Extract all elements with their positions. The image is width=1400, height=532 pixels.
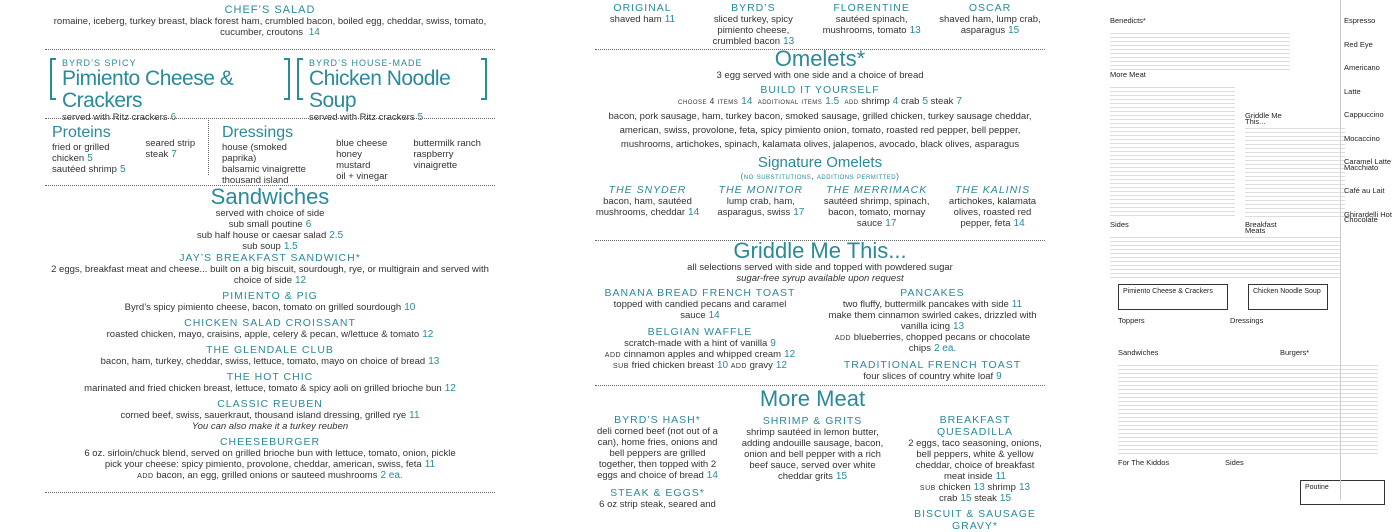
sandwich-item [45, 371, 495, 394]
signature-item-title: THE KALINIS [954, 184, 1031, 196]
omelets-title: Omelets* [774, 46, 866, 71]
thumbnail-heading: Sandwiches [1118, 348, 1159, 357]
griddle-item-price: 12 [775, 360, 787, 371]
omelet-price: 7 [956, 96, 962, 107]
benedict-title: FLORENTINE [833, 2, 910, 14]
more-meat-section [595, 386, 1045, 532]
chefs-salad-price: 14 [308, 27, 320, 38]
add-label: add [604, 349, 622, 360]
thumbnail-heading: Café au Lait [1344, 186, 1385, 195]
griddle-item-price: 14 [708, 310, 720, 321]
sandwich-desc: roasted chicken, mayo, craisins, apple, celery & pecan, w/lettuce & tomato [106, 329, 420, 340]
thumbnail-text-lines [1110, 234, 1340, 279]
griddle-add: blueberries, chopped pecans or chocolate chips [853, 332, 1031, 354]
chefs-salad-item [45, 4, 495, 38]
griddle-item-desc: four slices of country white loaf [863, 371, 994, 382]
signature-item [595, 184, 700, 229]
dressing-option: oil + vinegar [336, 171, 388, 182]
proteins-section [52, 124, 202, 175]
omelets-section [595, 48, 1045, 229]
add-label: add [834, 332, 852, 343]
signature-title: Signature Omelets [757, 154, 883, 171]
more-meat-left [595, 386, 720, 532]
dressing-option: house (smoked paprika) [222, 142, 287, 164]
benedict-desc: sautéed spinach, mushrooms, tomato [822, 14, 908, 36]
pimiento-desc: served with Ritz crackers [62, 112, 168, 123]
dressing-option: buttermilk ranch [413, 138, 481, 149]
add-label: add [730, 360, 747, 371]
sandwich-price: 11 [424, 459, 436, 470]
soup-title: Chicken Noodle Soup [309, 67, 451, 112]
sandwiches-title: Sandwiches [210, 184, 330, 209]
griddle-item-price: 13 [953, 321, 965, 332]
sandwiches-note: sub small poutine [228, 219, 303, 230]
sandwich-note: You can also make it a turkey reuben [191, 421, 349, 432]
griddle-title: Griddle Me This... [733, 238, 907, 263]
signature-item [822, 184, 932, 229]
benedict-title: BYRD’S [731, 2, 776, 14]
meat-item-title: BYRD’S HASH* [614, 414, 701, 426]
sandwich-desc: Byrd’s spicy pimiento cheese, bacon, tomato on grilled sourdough [124, 302, 402, 313]
benedict-item [595, 2, 690, 47]
signature-item-desc: artichokes, kalamata olives, roasted red pepper, feta [948, 196, 1037, 229]
signature-item-desc: lump crab, ham, asparagus, swiss [717, 196, 795, 218]
add-option: crab [900, 96, 920, 107]
meat-sub: shrimp [987, 482, 1016, 493]
griddle-left [595, 287, 805, 382]
benedict-item [817, 2, 927, 47]
sandwich-list [45, 252, 495, 481]
sandwiches-price: 2.5 [329, 230, 344, 241]
benedict-desc: shaved ham, lump crab, asparagus [939, 14, 1041, 36]
dressings-section [222, 124, 495, 186]
meat-item-title: BISCUIT & SAUSAGE GRAVY* [914, 508, 1036, 532]
omelet-options: bacon, pork sausage, ham, turkey bacon, smoked sausage, grilled chicken, turkey sausage cheddar, american, swiss, provolone, feta, spicy pimiento onion, tomato, roasted red pepper, bell pepper, mushrooms, artichokes, spinach, kalamata olives, jalapenos, avocado, black olives, asparagus [608, 111, 1032, 150]
benedict-price: 15 [1008, 25, 1020, 36]
meat-item-desc: 2 eggs, taco seasoning, onions, bell peppers, white & yellow cheddar, choice of breakfast meat inside [908, 438, 1042, 482]
menu-column-left [45, 0, 495, 500]
thumbnail-heading: Latte [1344, 86, 1361, 96]
thumbnail-heading: Cappuccino [1344, 110, 1384, 119]
add-option: steak [930, 96, 954, 107]
meat-item-title: SHRIMP & GRITS [762, 415, 863, 427]
thumbnail-heading: Red Eye [1344, 39, 1373, 49]
benedicts-row [595, 2, 1045, 47]
benedict-title: ORIGINAL [613, 2, 672, 14]
omelet-price: 14 [741, 96, 753, 107]
griddle-add: cinnamon apples and whipped cream [623, 349, 782, 360]
sandwich-item [45, 398, 495, 432]
sandwiches-section [45, 186, 495, 252]
benedict-desc: sliced turkey, spicy pimiento cheese, crumbled bacon [712, 14, 793, 47]
sandwich-title: THE HOT CHIC [226, 371, 314, 383]
meat-item-desc: shrimp sautéed in lemon butter, adding andouille sausage, bacon, onion and bell pepper with a rich beef sauce, served over white cheddar grits [741, 427, 884, 482]
omelet-price: 5 [922, 96, 929, 107]
thumbnail-heading: Sides [1225, 458, 1244, 467]
meat-item-price: 11 [995, 471, 1006, 482]
thumbnail-heading: Espresso [1344, 16, 1376, 25]
meat-item-desc: 6 oz strip steak, seared and [599, 499, 716, 510]
pimiento-title: Pimiento Cheese & Crackers [62, 67, 234, 112]
signature-row [595, 184, 1045, 229]
divider [45, 49, 495, 50]
signature-item [708, 184, 813, 229]
griddle-item-price: 11 [1011, 299, 1023, 310]
thumbnail-drinks-panel [1340, 0, 1400, 500]
signature-item-title: THE SNYDER [608, 184, 687, 196]
signature-item-desc: bacon, ham, sautéed mushrooms, cheddar [595, 196, 692, 218]
dressing-option: thousand island [222, 175, 289, 186]
thumbnail-heading: Sides [1110, 220, 1129, 229]
build-title: BUILD IT YOURSELF [760, 84, 880, 96]
divider [45, 492, 495, 493]
sandwich-item [45, 436, 495, 481]
meat-item-price: 14 [706, 470, 718, 481]
griddle-item-price: 2 ea. [933, 343, 957, 354]
griddle-item-desc: two fluffy, buttermilk pancakes with side [842, 299, 1009, 310]
signature-note: (no substitutions, additions permitted) [740, 171, 900, 181]
more-meat-center [738, 386, 888, 532]
protein-price: 5 [87, 153, 93, 164]
thumbnail-text-lines [1110, 30, 1290, 70]
griddle-right [820, 287, 1045, 382]
pimiento-cheese-box [50, 58, 290, 123]
protein-line: sautéed shrimp [52, 164, 117, 175]
soup-price: 5 [417, 112, 424, 123]
sandwich-price: 2 ea. [380, 470, 403, 481]
protein-price: 7 [171, 149, 177, 160]
sandwich-title: CHEESEBURGER [219, 436, 321, 448]
sandwich-desc: 6 oz. sirloin/chuck blend, served on grilled brioche bun with lettuce, tomato, onion, pickle [84, 448, 456, 459]
sandwiches-note: sub half house or caesar salad [196, 230, 327, 241]
griddle-item-desc: topped with candied pecans and caramel sauce [613, 299, 787, 321]
sandwiches-note: sub soup [242, 241, 281, 252]
thumbnail-text-lines [1118, 362, 1378, 454]
omelet-price: 4 [892, 96, 899, 107]
griddle-note: all selections served with side and topped with powdered sugar [687, 262, 953, 273]
signature-item-title: THE MERRIMACK [826, 184, 928, 196]
benedict-price: 13 [783, 36, 795, 47]
thumbnail-heading: Breakfast Meats [1245, 220, 1277, 235]
griddle-item-price: 12 [784, 349, 796, 360]
meat-item-price: 13 [973, 482, 985, 493]
sandwich-desc: corned beef, swiss, sauerkraut, thousand island dressing, grilled rye [120, 410, 407, 421]
meat-item-price: 15 [960, 493, 972, 504]
griddle-item-price: 9 [770, 338, 776, 349]
sandwich-desc: bacon, ham, turkey, cheddar, swiss, lettuce, tomato, mayo on choice of bread [100, 356, 426, 367]
thumbnail-box-label: Poutine [1305, 484, 1329, 491]
thumbnail-heading: Benedicts* [1110, 16, 1146, 25]
more-meat-title: More Meat [759, 386, 866, 411]
proteins-title: Proteins [52, 124, 111, 141]
divider [45, 118, 495, 119]
signature-item [940, 184, 1045, 229]
griddle-item-title: PANCAKES [900, 287, 965, 299]
griddle-note: sugar-free syrup available upon request [736, 273, 904, 284]
meat-item-desc: deli corned beef (not out of a can), home fries, onions and bell peppers are grilled together, then topped with 2 eggs and choice of bread [597, 426, 718, 481]
thumbnail-heading: For The Kiddos [1118, 458, 1170, 467]
sandwich-price: 13 [428, 356, 440, 367]
dressing-option: raspberry vinaigrette [413, 149, 458, 171]
sandwich-price: 12 [422, 329, 434, 340]
meat-sub: steak [974, 493, 997, 504]
thumbnail-box [1118, 284, 1228, 310]
menu-thumbnail [1100, 0, 1400, 500]
thumbnail-text-lines [1110, 84, 1235, 219]
sandwiches-price: 6 [305, 219, 312, 230]
signature-item-desc: sautéed shrimp, spinach, bacon, tomato, mornay sauce [823, 196, 930, 229]
protein-line: seared strip [145, 138, 196, 149]
sandwich-title: CLASSIC REUBEN [217, 398, 323, 410]
thumbnail-heading: Caramel Latte Macchiato [1344, 157, 1392, 172]
sandwich-price: 12 [294, 275, 307, 286]
sandwich-price: 11 [409, 410, 420, 421]
sandwich-desc: pick your cheese: spicy pimiento, provolone, cheddar, american, swiss, feta [104, 459, 422, 470]
soup-desc: served with Ritz crackers [309, 112, 415, 123]
thumbnail-heading: More Meat [1110, 70, 1146, 79]
thumbnail-box-label: Pimiento Cheese & Crackers [1123, 288, 1213, 295]
meat-sub: chicken [938, 482, 971, 493]
sandwich-title: JAY’S BREAKFAST SANDWICH* [179, 252, 361, 264]
sandwich-desc: marinated and fried chicken breast, lettuce, tomato & spicy aoli on grilled brioche bun [84, 383, 442, 394]
protein-line: chicken [52, 153, 85, 164]
sandwich-item [45, 290, 495, 313]
omelet-price: 1.5 [825, 96, 840, 107]
sandwich-add: bacon, an egg, grilled onions or sauteed mushrooms [156, 470, 378, 481]
thumbnail-heading: Americano [1344, 63, 1380, 72]
benedict-item [698, 2, 808, 47]
thumbnail-heading: Dressings [1230, 316, 1264, 325]
meat-item-price: 15 [999, 493, 1012, 504]
chefs-salad-title: CHEF’S SALAD [224, 4, 316, 16]
chicken-noodle-box [297, 58, 487, 123]
griddle-section [595, 240, 1045, 382]
thumbnail-heading: Griddle Me This... [1245, 111, 1282, 126]
thumbnail-heading: Toppers [1118, 316, 1145, 325]
add-option: shrimp [861, 96, 890, 107]
omelets-note: 3 egg served with one side and a choice of bread [716, 70, 924, 81]
sandwich-item [45, 344, 495, 367]
sandwich-desc: 2 eggs, breakfast meat and cheese... built on a big biscuit, sourdough, rye, or multigrain and served with choice of side [51, 264, 489, 286]
sandwiches-price: 1.5 [283, 241, 298, 252]
griddle-item-title: BANANA BREAD FRENCH TOAST [604, 287, 796, 299]
thumbnail-heading: Burgers* [1280, 348, 1310, 357]
thumbnail-text-lines [1245, 125, 1345, 220]
sandwich-item [45, 252, 495, 286]
meat-sub: crab [938, 493, 958, 504]
signature-item-title: THE MONITOR [718, 184, 803, 196]
pimiento-sub: BYRD’S SPICY [62, 58, 137, 68]
signature-item-price: 14 [1013, 218, 1025, 229]
griddle-sub: fried chicken breast [631, 360, 714, 371]
benedict-item [935, 2, 1045, 47]
benedict-title: OSCAR [968, 2, 1012, 14]
soup-sub: BYRD’S HOUSE-MADE [309, 58, 423, 68]
sub-label: sub [919, 482, 936, 493]
meat-item-title: BREAKFAST QUESADILLA [937, 414, 1013, 438]
add-label: add [137, 470, 154, 481]
griddle-item-price: 9 [996, 371, 1002, 382]
griddle-item-price: 10 [716, 360, 729, 371]
dressing-option: blue cheese [336, 138, 388, 149]
signature-item-price: 17 [885, 218, 897, 229]
chefs-salad-desc: romaine, iceberg, turkey breast, black forest ham, crumbled bacon, boiled egg, cheddar, swiss, tomato, cucumber, croutons [53, 16, 487, 38]
thumbnail-box-label: Chicken Noodle Soup [1253, 288, 1321, 295]
add-label: add [844, 97, 859, 106]
benedict-price: 11 [664, 14, 676, 25]
more-meat-right [905, 386, 1045, 532]
thumbnail-heading: Mocaccino [1344, 133, 1380, 143]
griddle-item-title: TRADITIONAL FRENCH TOAST [843, 359, 1022, 371]
menu-column-center [595, 0, 1045, 532]
meat-item-title: STEAK & EGGS* [610, 487, 705, 499]
dressings-title: Dressings [222, 124, 294, 141]
sub-label: sub [613, 360, 629, 371]
sandwich-title: CHICKEN SALAD CROISSANT [184, 317, 356, 329]
meat-item-price: 15 [835, 471, 848, 482]
protein-line: steak [145, 149, 169, 160]
sandwich-price: 10 [404, 302, 416, 313]
meat-item-price: 13 [1018, 482, 1031, 493]
thumbnail-heading: Ghirardelli Hot Chocolate [1344, 209, 1392, 224]
sandwich-item [45, 317, 495, 340]
griddle-item-desc: make them cinnamon swirled cakes, drizzled with vanilla icing [828, 310, 1037, 332]
protein-line: fried or grilled [52, 142, 110, 153]
sandwich-price: 12 [444, 383, 456, 394]
dressing-option: balsamic vinaigrette [222, 164, 306, 175]
griddle-add: gravy [749, 360, 773, 371]
benedict-price: 13 [909, 25, 921, 36]
divider [208, 120, 209, 175]
choose-label: choose 4 items [678, 97, 739, 106]
protein-price: 5 [119, 164, 126, 175]
sandwich-title: PIMIENTO & PIG [222, 290, 318, 302]
sandwiches-note: served with choice of side [215, 208, 325, 219]
signature-item-price: 17 [793, 207, 805, 218]
pimiento-price: 6 [170, 112, 177, 123]
benedict-desc: shaved ham [609, 14, 662, 25]
thumbnail-box [1248, 284, 1328, 310]
signature-item-price: 14 [688, 207, 700, 218]
sandwich-title: THE GLENDALE CLUB [206, 344, 334, 356]
thumbnail-left-panel [1100, 0, 1329, 500]
dressing-option: honey mustard [336, 149, 371, 171]
griddle-item-title: BELGIAN WAFFLE [647, 326, 753, 338]
additional-label: additional items [757, 97, 823, 106]
griddle-item-desc: scratch-made with a hint of vanilla [624, 338, 768, 349]
